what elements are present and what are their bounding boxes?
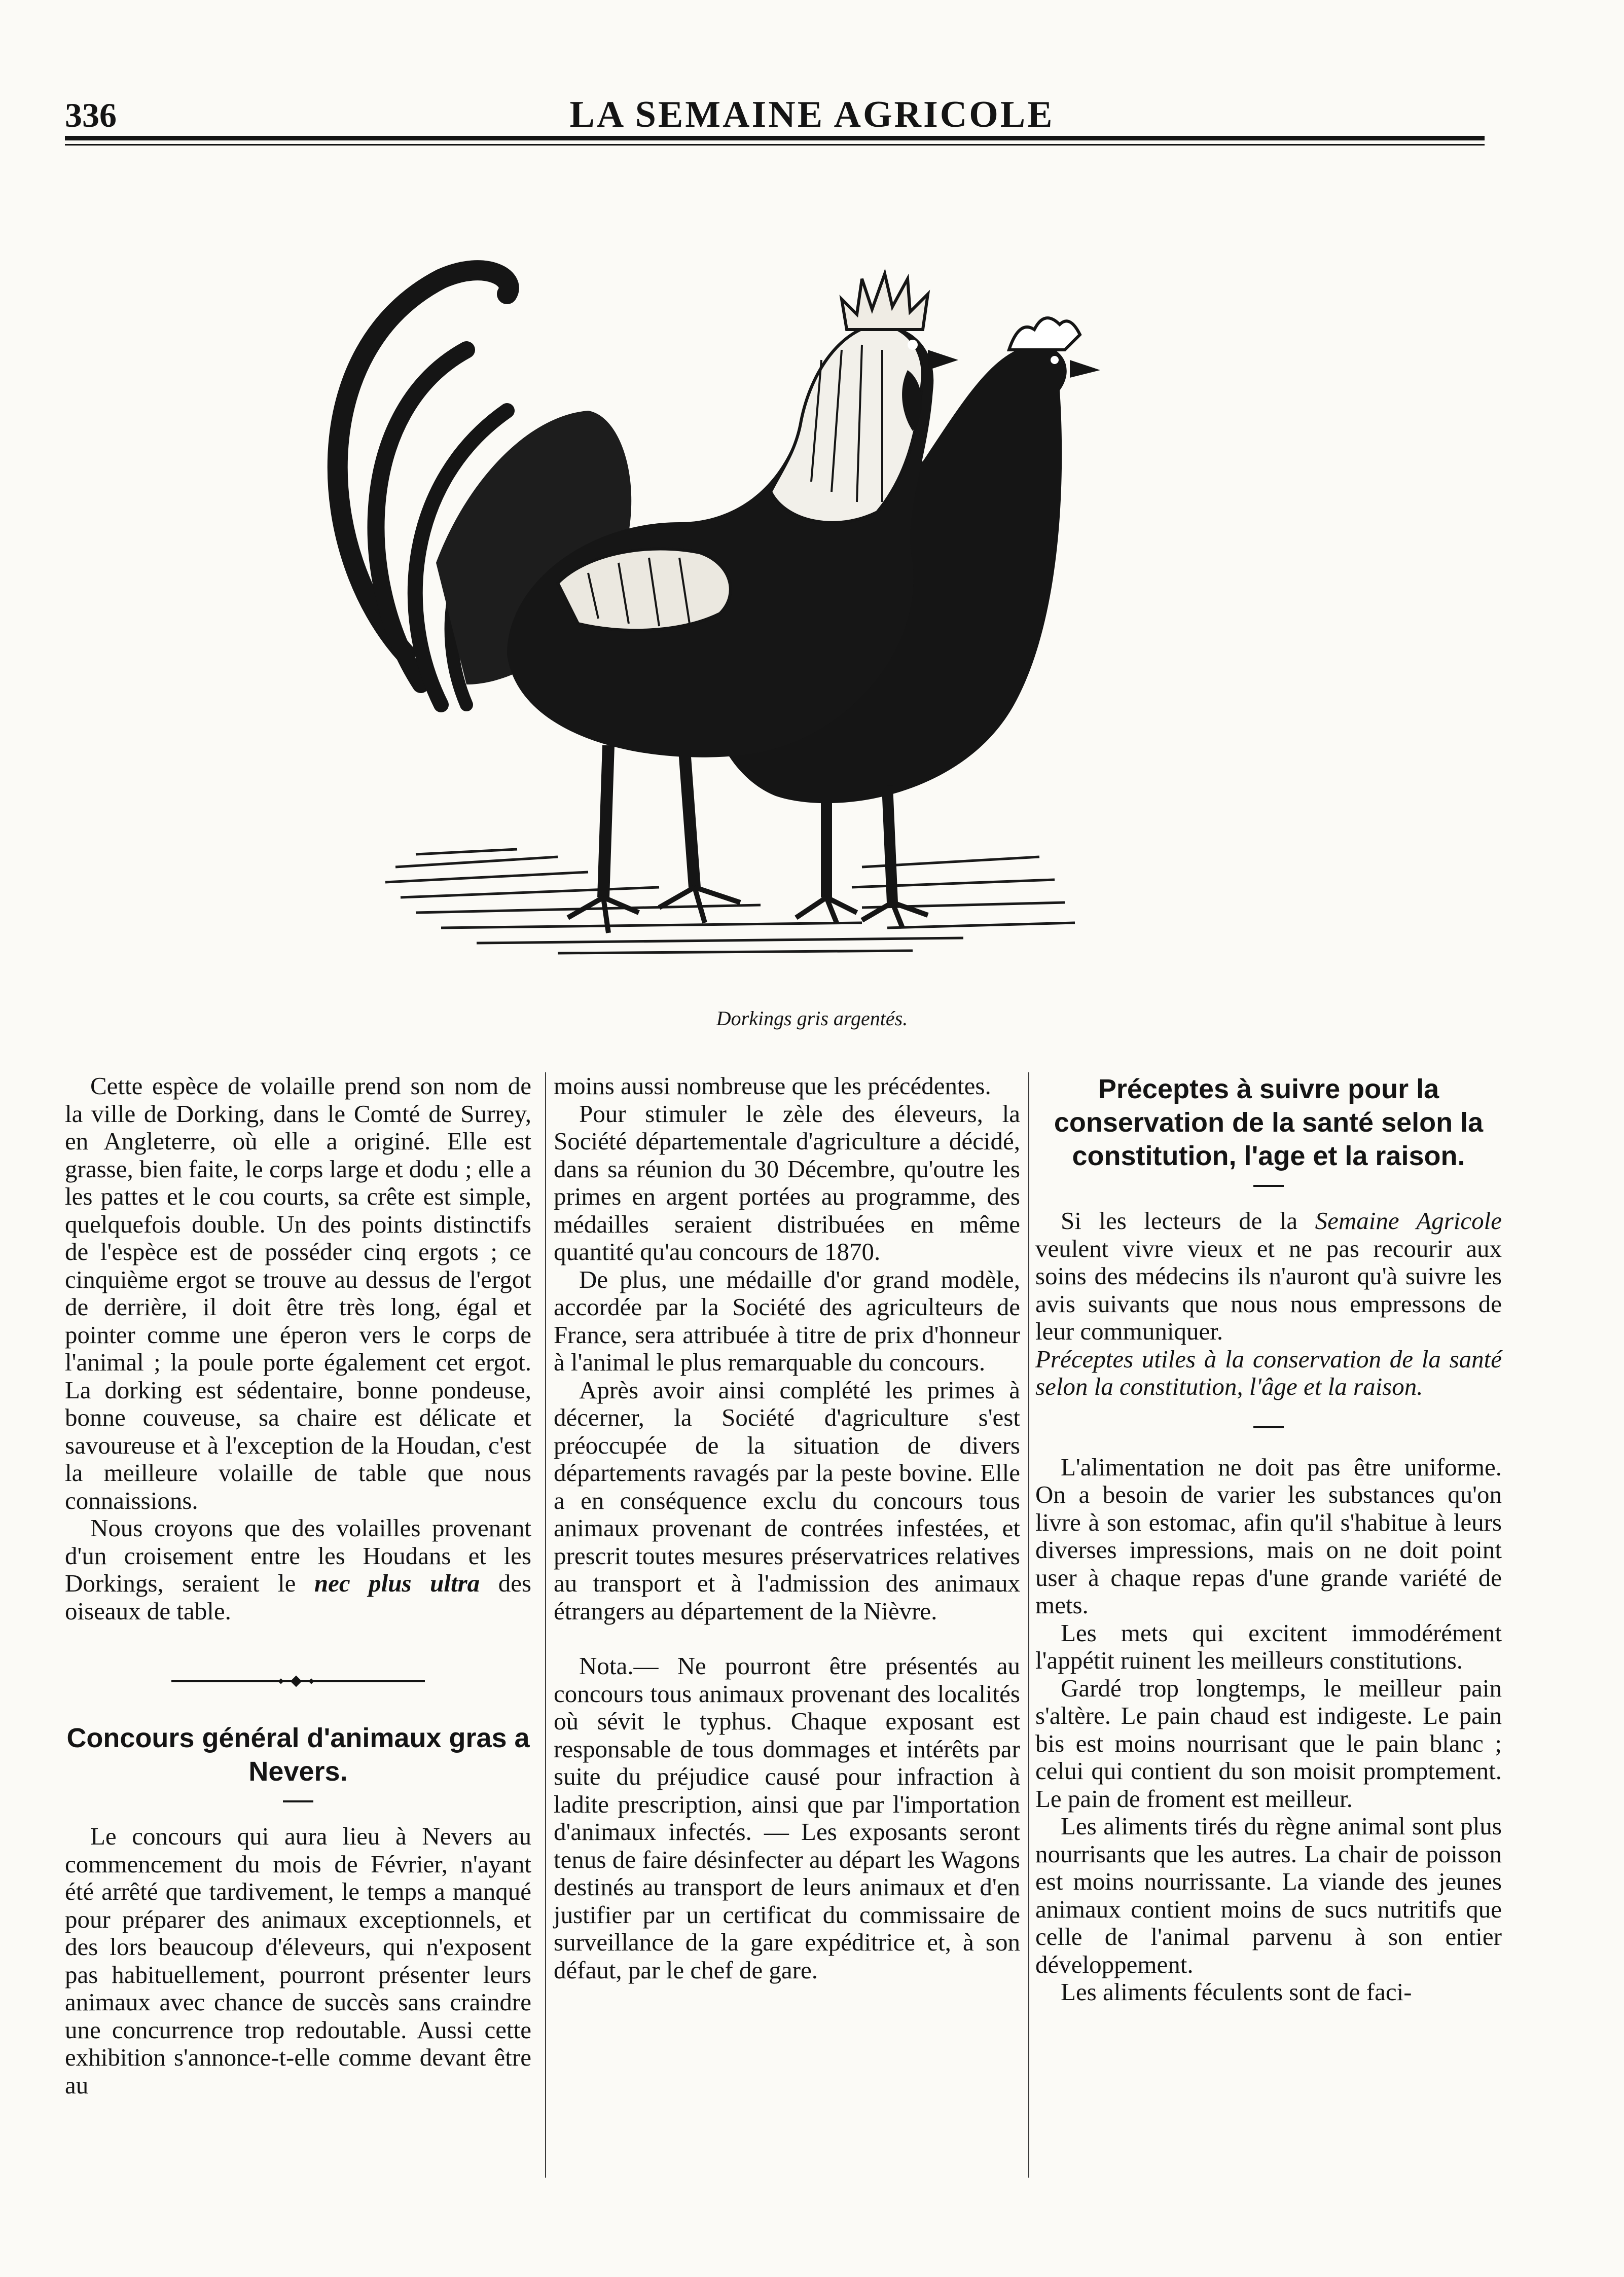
intro-text-italic: Semaine Agricole [1315,1207,1502,1235]
rooster-beak [928,350,958,370]
crossbreed-text-before: Nous croyons que des volailles provenant d'un croisement entre les Houdans et les Dorkings, seraient le [65,1514,531,1597]
rooster-and-hen-engraving [203,198,1227,973]
crossbreed-text-italic: nec plus ultra [314,1569,480,1597]
concours-paragraph: Le concours qui aura lieu à Nevers au commencement du mois de Février, n'ayant été arrêté que tardivement, le temps a manqué pour préparer des animaux exceptionnels, et des lors beaucoup d'éleveurs, qui n'exposent pas habituellement, pourront présenter leurs animaux avec chance de succès sans craindre une concurrence trop redoutable. Aussi cette exhibition s'annonce-t-elle comme devant être au [65,1822,531,2099]
crossbreed-paragraph [65,1514,531,1625]
col2-paragraph-3: De plus, une médaille d'or grand modèle, accordée par la Société des agriculteurs de France, sera attribuée à titre de prix d'honneur à l'animal le plus remarquable du concours. [554,1265,1020,1376]
col3-paragraph-3: Les mets qui excitent immodérément l'appétit ruinent les meilleurs constitutions. [1035,1618,1502,1674]
journal-title: LA SEMAINE AGRICOLE [569,94,1055,135]
intro-text-after: veulent vivre vieux et ne pas recourir aux soins des médecins ils n'auront qu'à suivre les avis suivants que nous nous empressons de leur communiquer. [1035,1234,1502,1345]
col3-paragraph-6: Les aliments féculents sont de faci- [1061,1978,1412,2006]
preceptes-heading: Préceptes à suivre pour la conservation de la santé selon la constitution, l'age et la raison. [1054,1074,1484,1171]
header-rule-thick [65,136,1485,140]
rooster-eye [908,340,918,350]
intro-text-before: Si les lecteurs de la [1061,1207,1298,1235]
hen-eye [1051,356,1059,364]
concours-heading: Concours général d'animaux gras a Nevers. [66,1723,530,1787]
section-ornament [171,1676,425,1686]
col2-paragraph-4: Après avoir ainsi complété les primes à décerner, la Société d'agriculture s'est préoccupée de la situation de divers départements ravagés par la peste bovine. Elle a en conséquence exclu du concours tous animaux provenant de contrées infestées, et prescrit toutes mesures préservatrices relatives au transport et à l'admission des animaux étrangers au département de la Nièvre. [554,1376,1020,1625]
subheading-dash [1253,1426,1284,1428]
column-rule-1 [545,1072,546,2178]
hen-beak [1070,360,1100,378]
column-2 [554,1072,1020,1984]
heading-dash [283,1800,313,1802]
col3-paragraph-5: Les aliments tirés du règne animal sont plus nourrisants que les autres. La chair de poisson est moins nourrissante. La viande des jeunes animaux contient moins de sucs nutritifs que celle de l'animal parvenu à son entier développement. [1035,1812,1502,1978]
dorking-paragraph: Cette espèce de volaille prend son nom de la ville de Dorking, dans le Comté de Surrey, en Angleterre, où elle a originé. Elle est grasse, bien faite, le corps large et dodu ; elle a les pattes et le cou courts, sa crête est simple, quelquefois double. Un des points distinctifs de l'espèce est de posséder cinq ergots ; ce cinquième ergot se trouve au dessus de l'ergot de derrière, il doit être très long, égal et pointer comme une éperon vers le corps de l'animal ; la poule porte également cet ergot. La dorking est sédentaire, bonne pondeuse, bonne couveuse, sa chaire est délicate et savoureuse et à l'exception de la Houdan, c'est la meilleure volaille de table que nous connaissions. [65,1072,531,1514]
col2-paragraph-2: Pour stimuler le zèle des éleveurs, la Société départementale d'agriculture a décidé, dans sa réunion du 30 Décembre, qu'outre les primes en argent portées au programme, des médailles seraient distribuées en même quantité qu'au concours de 1870. [554,1099,1020,1266]
illustration-caption: Dorkings gris argentés. [716,1007,908,1030]
page-number: 336 [65,96,117,134]
col2-paragraph-1: moins aussi nombreuse que les précédentes. [554,1072,991,1100]
column-3 [1035,1072,1502,2006]
column-1 [65,1072,531,2099]
col3-paragraph-2: L'alimentation ne doit pas être uniforme. On a besoin de varier les substances qu'on livre à son estomac, afin qu'il s'habitue à leurs diverses impressions, mais on ne doit point user à chaque repas d'une grande variété de mets. [1035,1453,1502,1619]
dorking-illustration [203,198,1227,973]
header-rule-thin [65,144,1485,146]
col3-intro-paragraph [1035,1207,1502,1346]
preceptes-subheading: Préceptes utiles à la conservation de la santé selon la constitution, l'âge et la raison. [1035,1345,1502,1400]
col3-paragraph-4: Gardé trop longtemps, le meilleur pain s'altère. Le pain chaud est indigeste. Le pain bis est moins nourrisant que le pain blanc ; celui qui contient du son moisit promptement. Le pain de froment est meilleur. [1035,1674,1502,1813]
column-rule-2 [1028,1072,1029,2178]
rooster-comb [842,274,928,330]
heading-dash [1253,1185,1284,1187]
col2-nota-paragraph: Nota.— Ne pourront être présentés au concours tous animaux provenant des localités où sévit le typhus. Chaque exposant est responsable de tous dommages et intérêts par suite du préjudice causé pour infraction à ladite prescription, ainsi que par l'importation d'animaux infectés. — Les exposants seront tenus de faire désinfecter au départ les Wagons destinés au transport de leurs animaux et d'en justifier par un certificat du commissaire de surveillance de la gare expéditrice et, à son défaut, par le chef de gare. [554,1652,1020,1984]
rooster-legs [603,745,695,897]
crossbreed-text-after: des oiseaux de table. [65,1569,532,1625]
hen-comb [1009,318,1080,350]
